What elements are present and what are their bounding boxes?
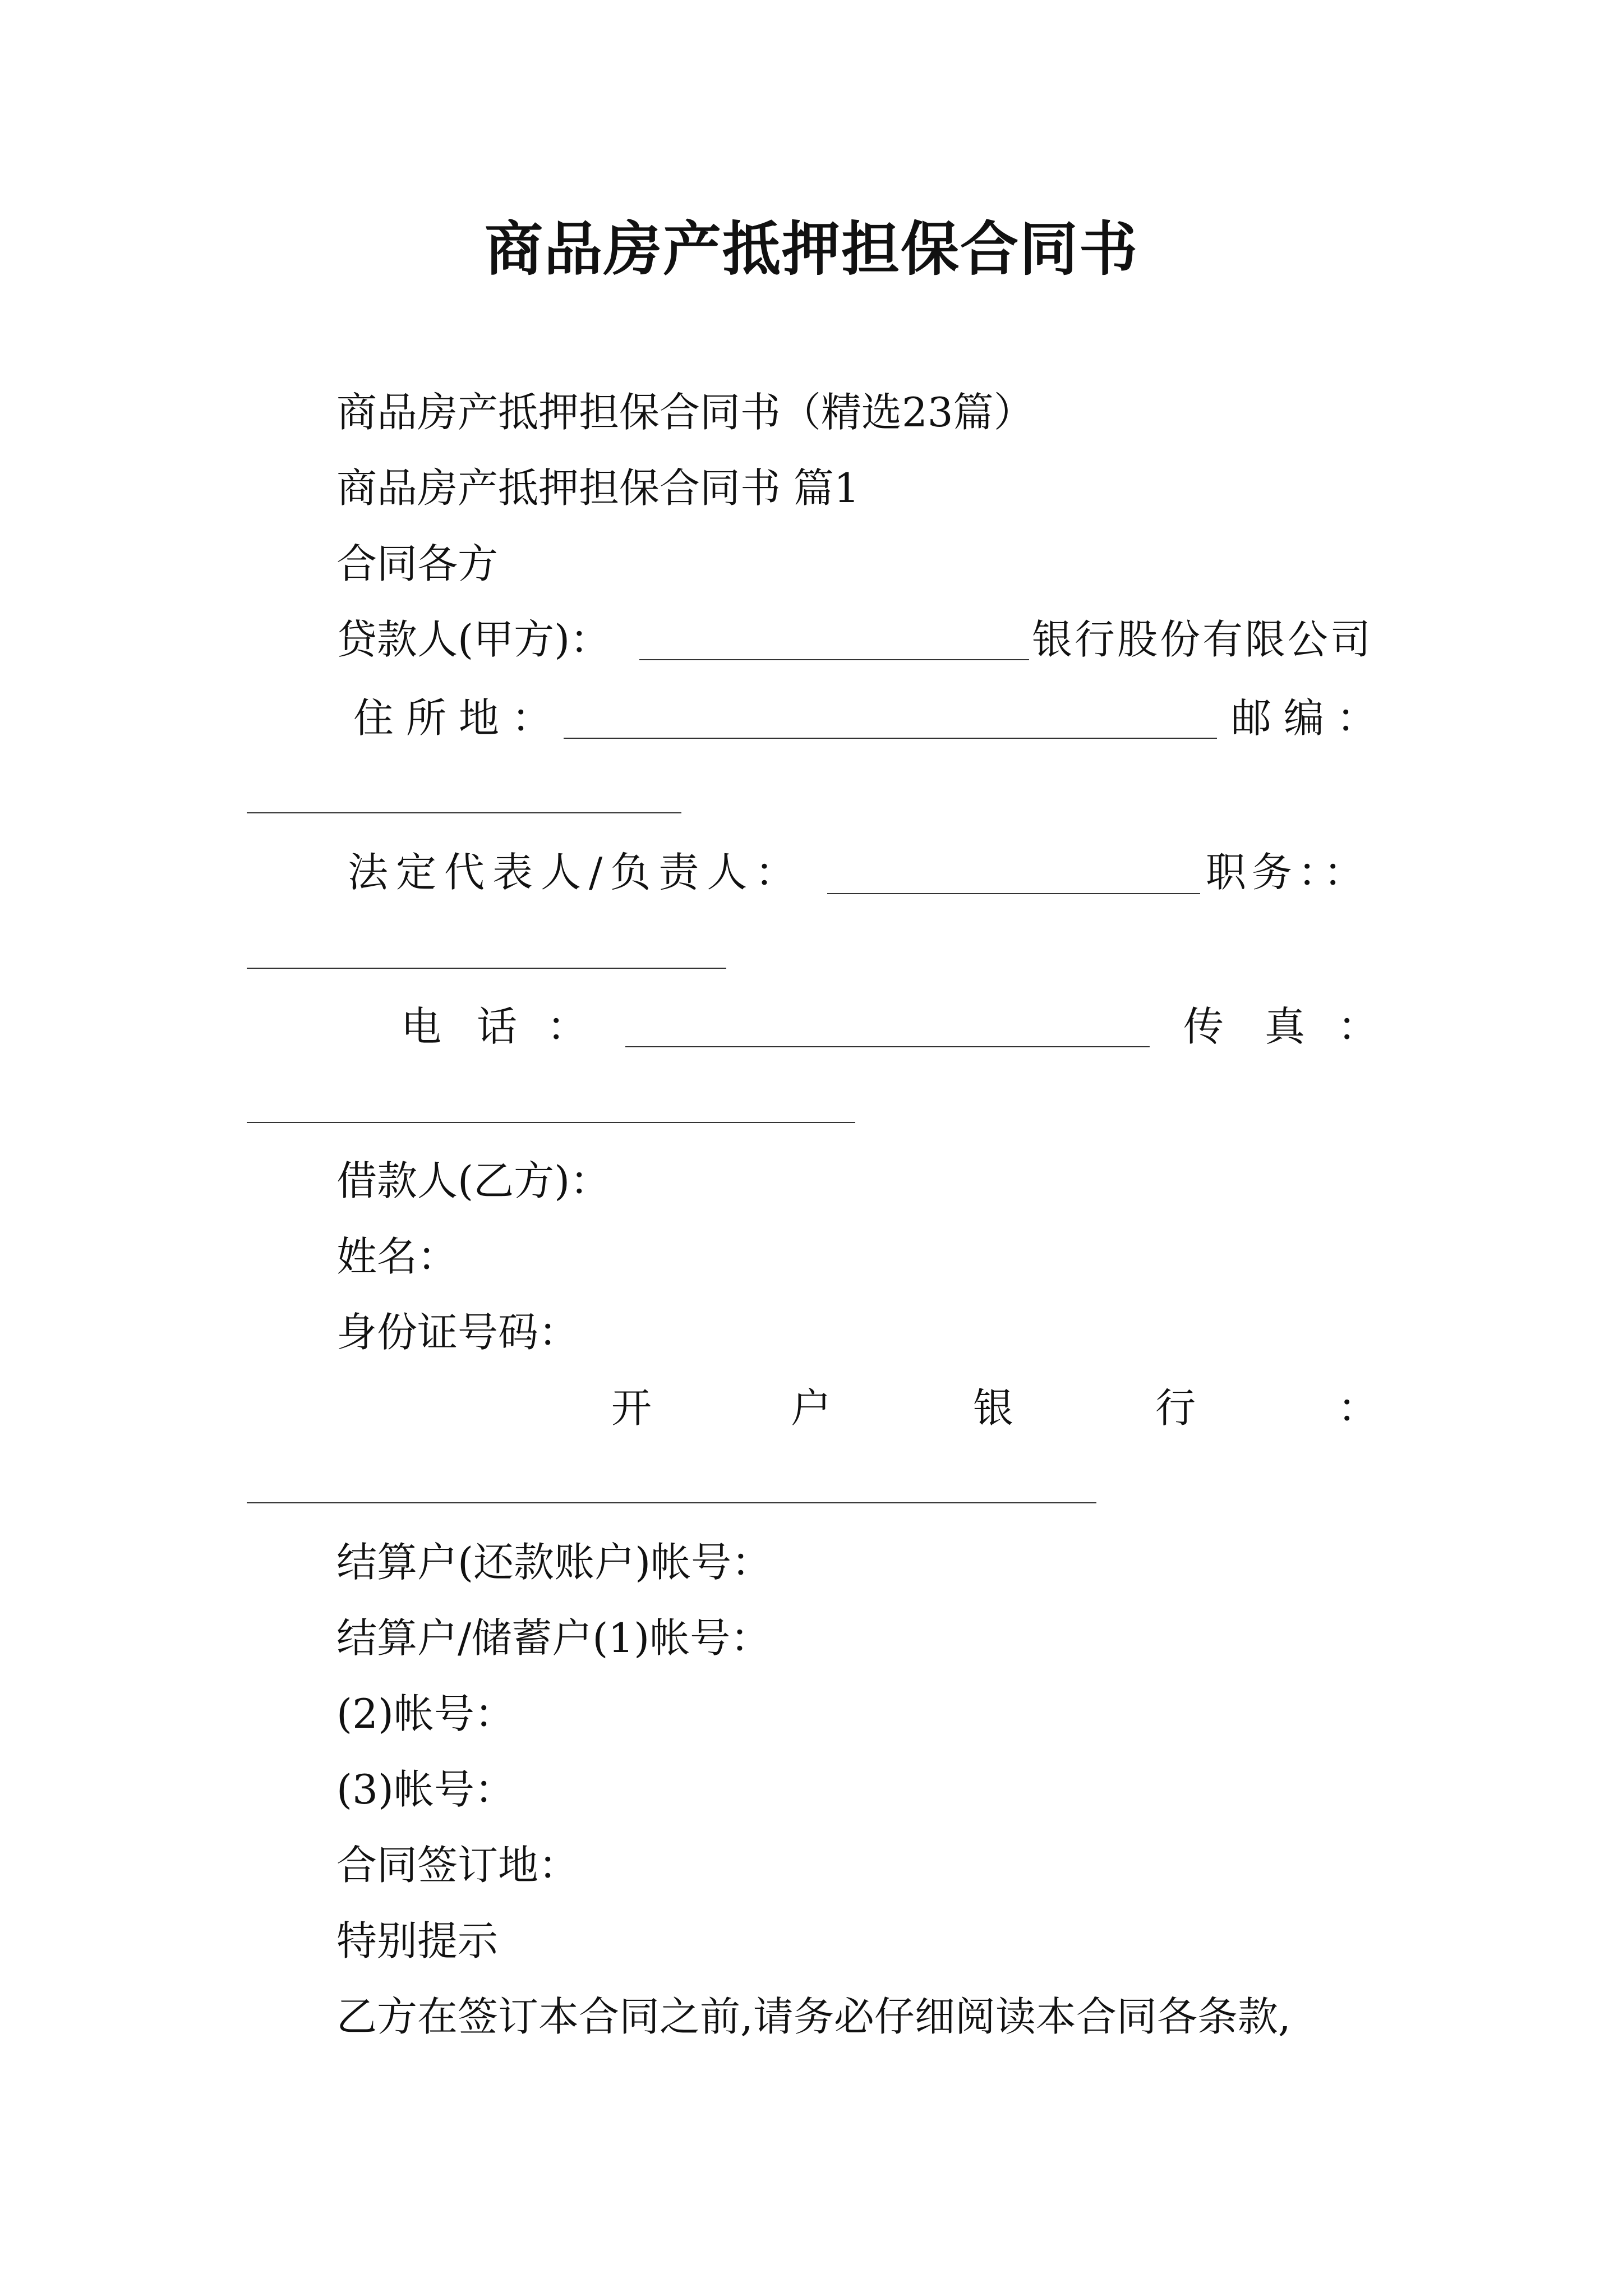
phone-blank: [625, 1046, 1150, 1047]
settle-account-label: 结算户(还款账户)帐号：: [336, 1539, 772, 1586]
sign-place-label: 合同签订地：: [336, 1842, 579, 1889]
bank-char-3: 银: [973, 1384, 1014, 1432]
lender-suffix: 银行股份有限公司: [1032, 616, 1373, 663]
id-label: 身份证号码：: [336, 1309, 579, 1356]
postcode-label: 邮编：: [1231, 694, 1390, 742]
document-title: 商品房产抵押担保合同书: [484, 214, 1138, 283]
lender-label: 贷款人(甲方)：: [336, 616, 611, 663]
borrower-label: 借款人(乙方)：: [336, 1157, 611, 1204]
position-label: 职务：：: [1206, 849, 1370, 896]
savings-account-label: 结算户/储蓄户(1)帐号：: [336, 1614, 771, 1662]
bank-char-1: 开: [611, 1384, 652, 1432]
account-2-label: (2)帐号：: [336, 1690, 515, 1737]
fax-colon: ：: [1338, 1003, 1378, 1050]
bank-blank: [247, 1502, 1096, 1503]
legal-rep-blank: [827, 893, 1200, 894]
legal-rep-label: 法定代表人/负责人：: [348, 849, 804, 896]
phone-colon: ：: [547, 1003, 588, 1050]
phone-char-2: 话: [477, 1003, 518, 1050]
name-label: 姓名：: [336, 1233, 458, 1280]
lender-blank: [639, 659, 1029, 660]
notice-text: 乙方在签订本合同之前,请务必仔细阅读本合同各条款,: [336, 1993, 1291, 2040]
bank-char-2: 户: [791, 1384, 832, 1432]
parties-heading: 合同各方: [336, 540, 499, 587]
bank-colon: ：: [1338, 1384, 1378, 1432]
bank-char-4: 行: [1155, 1384, 1196, 1432]
fax-char-1: 传: [1183, 1003, 1224, 1050]
chapter-heading: 商品房产抵押担保合同书 篇1: [336, 464, 860, 512]
fax-char-2: 真: [1265, 1003, 1306, 1050]
postcode-blank: [247, 812, 681, 813]
address-blank: [564, 738, 1217, 739]
subtitle-line: 商品房产抵押担保合同书（精选23篇）: [336, 389, 1034, 436]
fax-blank: [247, 1122, 855, 1123]
position-blank: [247, 968, 726, 969]
address-label: 住所地：: [353, 694, 565, 742]
phone-char-1: 电: [401, 1003, 442, 1050]
special-notice-heading: 特别提示: [336, 1917, 499, 1964]
account-3-label: (3)帐号：: [336, 1766, 515, 1813]
